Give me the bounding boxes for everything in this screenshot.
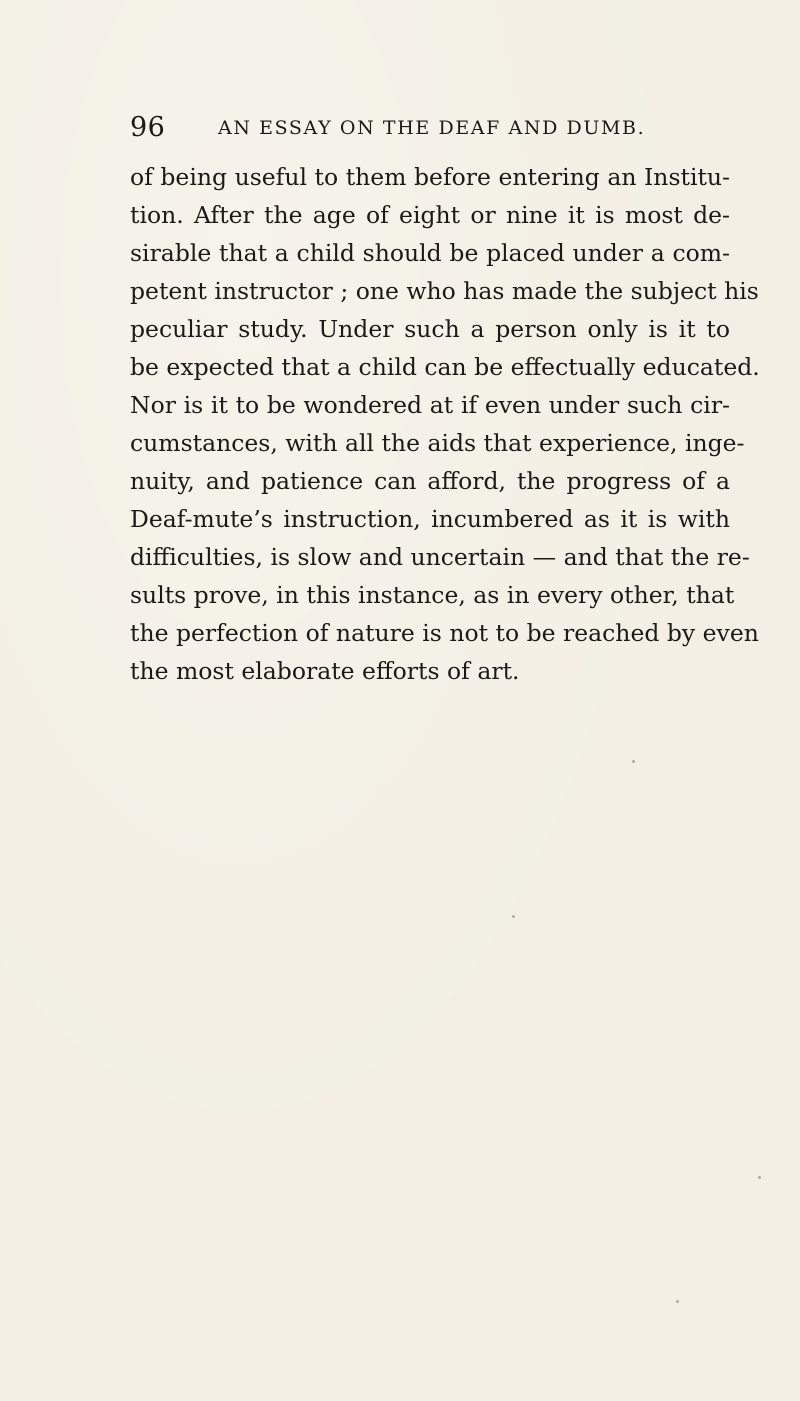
body-paragraph [130,158,760,690]
text-line: of being useful to them before entering an Institu- [130,163,730,191]
paper-speck [758,1176,761,1179]
text-line: tion. After the age of eight or nine it is most de- [130,201,730,229]
text-line: sults prove, in this instance, as in every other, that [130,581,735,609]
paper-speck [632,760,635,763]
paper-speck [512,915,515,918]
text-line: peculiar study. Under such a person only is it to [130,315,730,343]
page-number: 96 [130,112,166,143]
text-line: sirable that a child should be placed under a com- [130,239,730,267]
text-line: difficulties, is slow and uncertain — and that the re- [130,543,750,571]
paper-speck [676,1300,679,1303]
page-header [130,112,730,148]
running-title: AN ESSAY ON THE DEAF AND DUMB. [218,117,646,139]
text-line: petent instructor ; one who has made the subject his [130,277,759,305]
text-line: cumstances, with all the aids that experience, inge- [130,429,745,457]
text-line: the most elaborate efforts of art. [130,657,520,685]
text-line: nuity, and patience can afford, the progress of a [130,467,730,495]
text-line: the perfection of nature is not to be reached by even [130,619,759,647]
text-line: be expected that a child can be effectually educated. [130,353,760,381]
text-line: Nor is it to be wondered at if even under such cir- [130,391,730,419]
text-line: Deaf-mute’s instruction, incumbered as it is with [130,505,730,533]
